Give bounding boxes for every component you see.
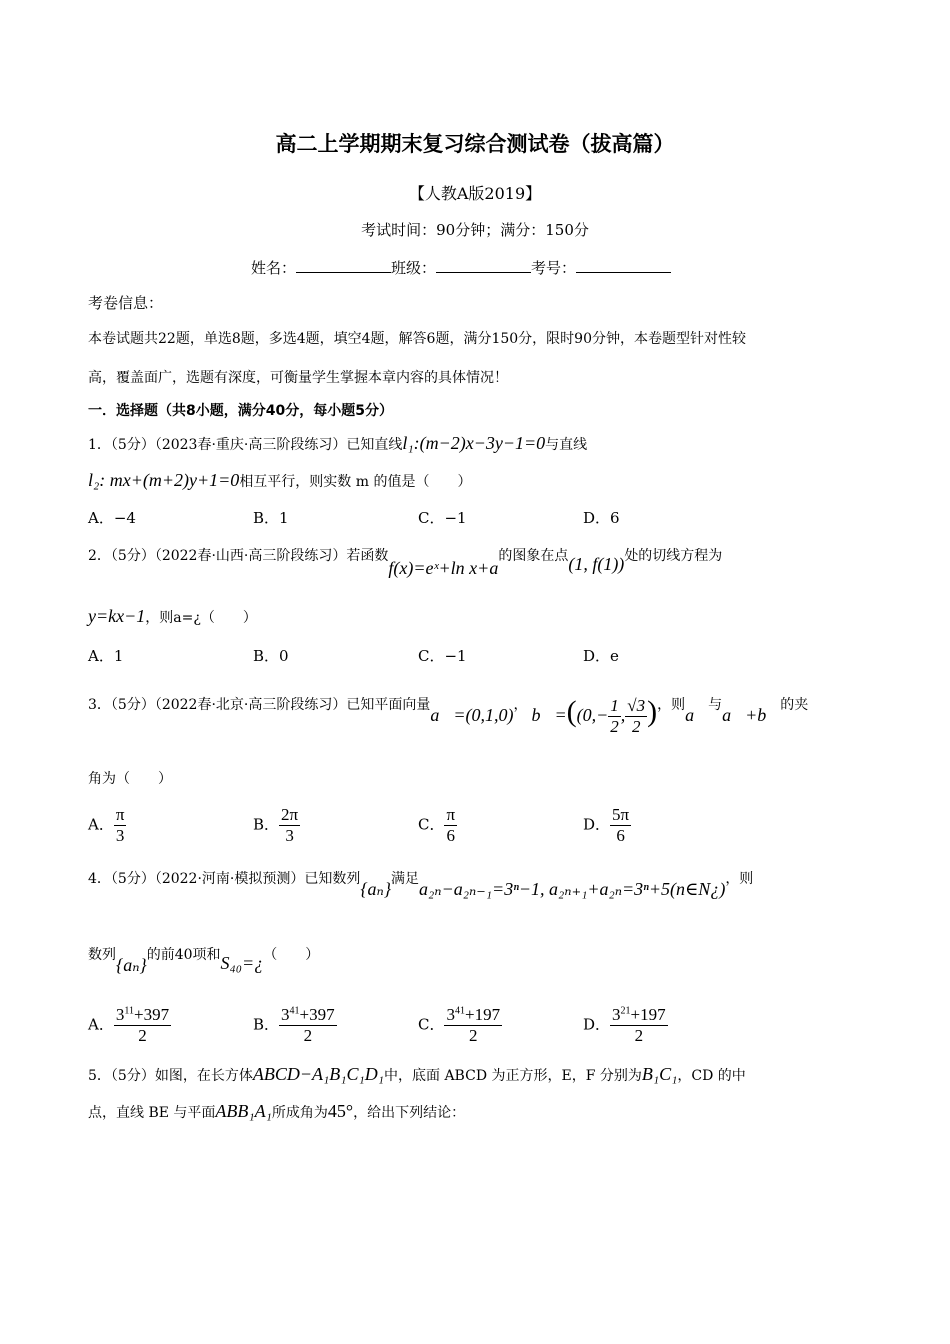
q2-option-c[interactable]: C．−1	[418, 647, 467, 665]
q4-option-d-rest: +197	[630, 1005, 666, 1024]
q1-option-c[interactable]: C．−1	[418, 509, 467, 527]
q3-mid: ，则	[657, 697, 686, 713]
q3-option-a-den: 3	[115, 826, 125, 845]
q4-option-d-exp: 21	[620, 1005, 631, 1017]
q3-frac1-num: 1	[610, 696, 619, 716]
name-blank	[296, 258, 391, 273]
q5-line1-c: ，CD 的中	[677, 1068, 746, 1084]
question-1-line-1	[88, 433, 587, 454]
section-heading: 一．选择题（共8小题，满分40分，每小题5分）	[88, 403, 393, 419]
q4-suffix: ，则	[725, 871, 754, 887]
q4-option-c-base: 3	[446, 1005, 455, 1024]
q4-option-d-label: D．	[583, 1015, 611, 1034]
q5-line1-a: 5．（5分）如图，在长方体	[88, 1068, 253, 1084]
q4-option-d[interactable]	[583, 1005, 668, 1046]
q4-option-b-exp: 41	[289, 1005, 300, 1017]
q5-line2-a: 点，直线 BE 与平面	[88, 1105, 216, 1121]
q3-sum: a⃗+b⃗	[722, 705, 781, 725]
q4-option-c-label: C．	[418, 1015, 445, 1034]
q4-line2-c: （ ）	[263, 947, 320, 963]
q4-option-a-rest: +397	[133, 1005, 170, 1024]
q1-line-equation-2: l₂: mx+(m+2)y+1=0	[88, 470, 240, 490]
q3-prefix: 3．（5分）（2022春·北京·高三阶段练习）已知平面向量	[88, 697, 431, 713]
q4-option-b-label: B．	[253, 1015, 280, 1034]
q2-option-d[interactable]: D．e	[583, 647, 619, 665]
q3-option-c-label: C．	[418, 815, 445, 834]
question-2-line-1	[88, 544, 723, 578]
q3-option-c-num: π	[446, 805, 456, 824]
intro-line-2: 高，覆盖面广，选题有深度，可衡量学生掌握本章内容的具体情况！	[88, 370, 508, 386]
page-title: 高二上学期期末复习综合测试卷（拔高篇）	[275, 132, 675, 156]
q4-option-b[interactable]	[253, 1005, 337, 1046]
q4-prefix: 4．（5分）（2022·河南·模拟预测）已知数列	[88, 871, 361, 887]
q3-vector-b-start: (0,−	[576, 705, 609, 725]
q2-tangent-equation: y=kx−1	[88, 606, 146, 626]
q4-option-a-label: A．	[88, 1015, 114, 1034]
q4-option-d-den: 2	[634, 1026, 644, 1045]
q3-option-c-den: 6	[446, 826, 456, 845]
q5-angle: 45°	[327, 1101, 354, 1121]
q4-line2-b: 的前40项和	[146, 947, 221, 963]
q5-line2-b: 所成角为	[271, 1105, 328, 1121]
q3-option-b-den: 3	[285, 826, 294, 845]
q4-option-a-exp: 11	[124, 1005, 134, 1017]
q4-option-c-exp: 41	[454, 1005, 465, 1017]
question-4-line-2	[88, 943, 320, 975]
q5-line1-b: 中，底面 ABCD 为正方形，E，F 分别为	[384, 1068, 642, 1084]
question-4-line-1	[88, 867, 754, 899]
q4-option-c-den: 2	[469, 1026, 478, 1045]
q3-frac2-num: √3	[627, 696, 646, 716]
q4-option-b-rest: +397	[299, 1005, 335, 1024]
q4-option-a-den: 2	[138, 1026, 147, 1045]
q1-mid: 与直线	[545, 437, 588, 453]
question-5-line-2	[88, 1101, 465, 1122]
q3-option-d[interactable]	[583, 805, 631, 846]
intro-heading: 考卷信息：	[88, 294, 164, 312]
q2-prefix: 2．（5分）（2022春·山西·高三阶段练习）若函数	[88, 548, 389, 564]
q2-suffix: 处的切线方程为	[624, 548, 723, 564]
q3-option-d-num: 5π	[612, 805, 630, 824]
q4-option-c[interactable]	[418, 1005, 502, 1046]
q3-option-b-num: 2π	[281, 805, 299, 824]
q2-option-a[interactable]: A．1	[88, 647, 124, 665]
id-label: 考号：	[531, 259, 577, 277]
q3-option-d-label: D．	[583, 815, 611, 834]
id-blank	[576, 258, 671, 273]
q3-option-a[interactable]	[88, 805, 126, 846]
q5-plane: ABB₁A₁	[215, 1101, 272, 1121]
q3-suffix: 的夹	[780, 697, 809, 713]
q1-prefix: 1．（5分）（2023春·重庆·高三阶段练习）已知直线	[88, 437, 403, 453]
class-label: 班级：	[391, 259, 437, 277]
q3-vector-a: a⃗=(0,1,0)	[430, 705, 514, 725]
q1-line-equation-1: l₁:(m−2)x−3y−1=0	[402, 433, 546, 453]
q3-option-d-den: 6	[616, 826, 625, 845]
q2-mid: 的图象在点	[498, 548, 569, 564]
q4-option-b-den: 2	[303, 1026, 313, 1045]
q3-with: 与	[708, 697, 723, 713]
class-blank	[436, 258, 531, 273]
q4-sum-eq: S₄₀=¿	[220, 953, 264, 973]
q3-option-b-label: B．	[253, 815, 280, 834]
student-info-row	[251, 257, 671, 278]
q3-frac2-den: 2	[631, 717, 641, 737]
q2-point: (1, f(1))	[568, 554, 625, 574]
question-3-line-2: 角为（ ）	[88, 771, 172, 787]
q4-option-a[interactable]	[88, 1005, 171, 1046]
edition-label: 【人教A版2019】	[408, 184, 542, 203]
q2-line2-text: ，则a=¿（ ）	[145, 610, 257, 626]
q4-sequence: {aₙ}	[360, 879, 392, 899]
q2-option-b[interactable]: B．0	[253, 647, 289, 665]
q3-a-ref: a⃗	[685, 705, 709, 725]
question-1-line-2	[88, 470, 472, 491]
q5-line2-c: ，给出下列结论：	[353, 1105, 466, 1121]
q4-line2-a: 数列	[88, 947, 116, 963]
q1-option-d[interactable]: D．6	[583, 509, 620, 527]
q3-option-c[interactable]	[418, 805, 457, 846]
question-2-line-2	[88, 606, 257, 627]
q2-function: f(x)=eˣ+ln x+a	[388, 558, 499, 578]
q3-vector-b: b⃗=((0,− $\frac{1}{2}$ , $\frac{√3}{2}$ )	[531, 695, 658, 737]
q5-solid: ABCD−A₁B₁C₁D₁	[252, 1064, 384, 1084]
q5-edge: B₁C₁	[641, 1064, 678, 1084]
q4-mid: 满足	[391, 871, 420, 887]
q4-option-d-base: 3	[612, 1005, 621, 1024]
exam-info: 考试时间：90分钟；满分：150分	[361, 221, 589, 239]
q4-option-c-rest: +197	[464, 1005, 501, 1024]
q3-option-b[interactable]	[253, 805, 300, 846]
q4-recurrence: a₂ₙ−a₂ₙ₋₁=3ⁿ−1, a₂ₙ₊₁+a₂ₙ=3ⁿ+5(n∈N¿)	[419, 879, 726, 899]
question-5-line-1	[88, 1064, 746, 1085]
q1-suffix: 相互平行，则实数 m 的值是（ ）	[239, 474, 472, 490]
q4-option-b-base: 3	[281, 1005, 290, 1024]
name-label: 姓名：	[251, 259, 297, 277]
intro-line-1: 本卷试题共22题，单选8题，多选4题，填空4题，解答6题，满分150分，限时90分钟，本卷题型针对性较	[88, 331, 746, 347]
q4-sequence-ref: {aₙ}	[116, 955, 147, 975]
q3-frac1-den: 2	[610, 717, 619, 737]
q1-option-a[interactable]: A．−4	[88, 509, 136, 527]
q4-option-a-base: 3	[115, 1005, 125, 1024]
q3-vector-b-lhs: b⃗=	[531, 705, 567, 725]
q3-option-a-label: A．	[88, 815, 114, 834]
question-3-line-1: 3．（5分）（2022春·北京·高三阶段练习）已知平面向量a⃗=(0,1,0)， b⃗=((0,− $\frac{1}{2}$ , $\frac{√3}{2}$ )，则a⃗与a⃗+b⃗的夹	[88, 695, 809, 737]
q3-option-a-num: π	[115, 805, 125, 824]
q1-option-b[interactable]: B．1	[253, 509, 289, 527]
